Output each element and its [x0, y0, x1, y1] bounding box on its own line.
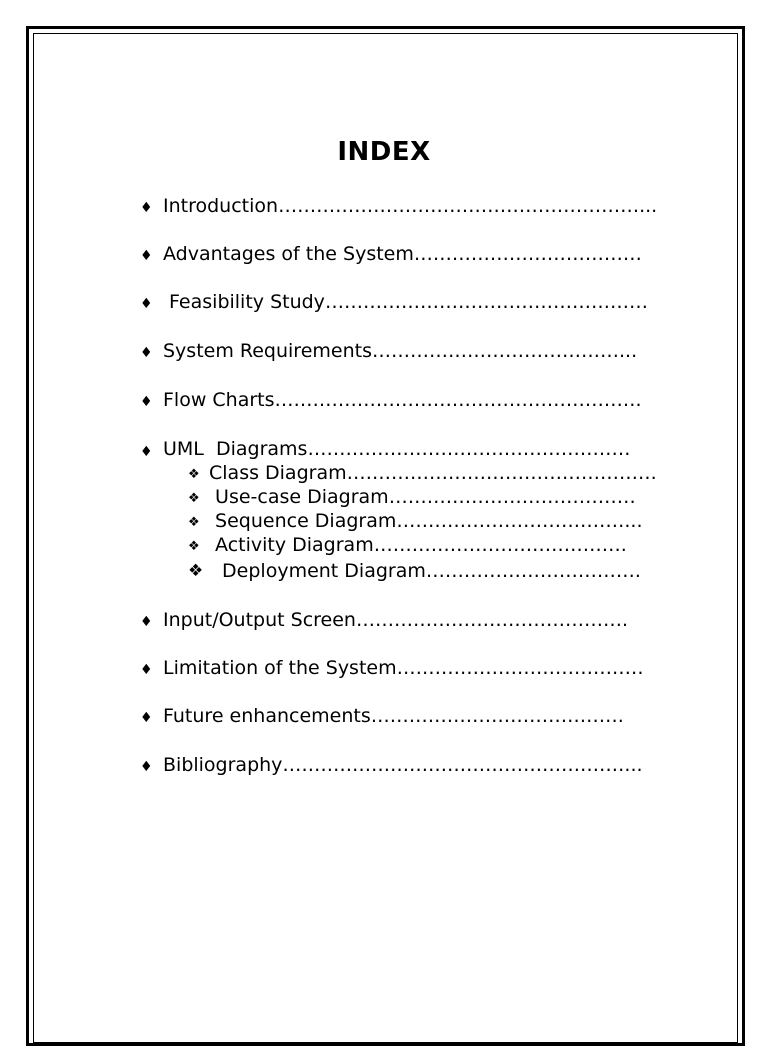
- leader-dots: ………………………………: [413, 243, 642, 265]
- diamond-bullet-icon: ♦: [140, 444, 153, 460]
- leader-dots: ………………………………...: [396, 510, 643, 532]
- item-label: Advantages of the System: [163, 243, 414, 265]
- item-label: System Requirements: [163, 340, 372, 362]
- diamond-bullet-icon: ♦: [140, 394, 153, 410]
- index-subitem-use-case-diagram: [209, 485, 636, 509]
- item-label: Activity Diagram: [209, 534, 374, 556]
- sub-bullet-icon: ❖: [188, 467, 200, 482]
- index-item-uml-diagrams: [163, 437, 630, 461]
- diamond-bullet-icon: ♦: [140, 614, 153, 630]
- item-label: Deployment Diagram: [216, 560, 426, 582]
- index-item-feasibility: [163, 290, 648, 314]
- leader-dots: ………………………………….: [373, 534, 627, 556]
- leader-dots: ………………………………….: [370, 705, 624, 727]
- item-label: Flow Charts: [163, 389, 275, 411]
- leader-dots: …………………………………...: [371, 340, 638, 362]
- index-item-limitation: [163, 656, 644, 680]
- index-item-system-requirements: [163, 339, 637, 363]
- diamond-bullet-icon: ♦: [140, 345, 153, 361]
- leader-dots: …………………………………………………...: [278, 195, 658, 217]
- index-item-bibliography: [163, 753, 643, 777]
- leader-dots: …………………………………: [388, 486, 636, 508]
- item-label: Future enhancements: [163, 705, 371, 727]
- diamond-bullet-icon: ♦: [140, 759, 153, 775]
- item-label: Limitation of the System: [163, 657, 397, 679]
- index-item-flow-charts: [163, 388, 642, 412]
- leader-dots: …………………………………: [396, 657, 644, 679]
- diamond-bullet-icon: ♦: [140, 662, 153, 678]
- diamond-bullet-icon: ♦: [140, 710, 153, 726]
- index-item-introduction: [163, 194, 657, 218]
- index-subitem-activity-diagram: [209, 533, 627, 557]
- diamond-bullet-icon: ♦: [140, 200, 153, 216]
- diamond-bullet-icon: ♦: [140, 248, 153, 264]
- diamond-bullet-icon: ♦: [140, 296, 153, 312]
- leader-dots: ………………………………………………….: [274, 389, 642, 411]
- item-label: Use-case Diagram: [209, 486, 389, 508]
- leader-dots: ………………………………………….: [346, 462, 657, 484]
- item-label: Feasibility Study: [163, 291, 325, 313]
- item-label: Input/Output Screen: [163, 609, 356, 631]
- index-item-input-output-screen: [163, 608, 628, 632]
- item-label: Introduction: [163, 195, 279, 217]
- item-label: Class Diagram: [209, 462, 347, 484]
- leader-dots: …………………………….: [425, 560, 641, 582]
- index-item-advantages: [163, 242, 642, 266]
- index-subitem-sequence-diagram: [209, 509, 643, 533]
- item-label: UML Diagrams: [163, 438, 308, 460]
- leader-dots: ……………………………………………: [307, 438, 631, 460]
- item-label: Sequence Diagram: [209, 510, 397, 532]
- leader-dots: ………………………………………………...: [282, 754, 643, 776]
- item-label: Bibliography: [163, 754, 283, 776]
- page-title: INDEX: [337, 137, 431, 167]
- index-subitem-class-diagram: [209, 461, 657, 485]
- index-item-future-enhancements: [163, 704, 624, 728]
- sub-bullet-icon: ❖: [188, 491, 200, 506]
- leader-dots: …………………………………….: [355, 609, 629, 631]
- leader-dots: ……………………………………………: [324, 291, 648, 313]
- sub-bullet-icon: ❖: [188, 561, 204, 581]
- sub-bullet-icon: ❖: [188, 539, 200, 554]
- sub-bullet-icon: ❖: [188, 515, 200, 530]
- index-subitem-deployment-diagram: [216, 559, 641, 583]
